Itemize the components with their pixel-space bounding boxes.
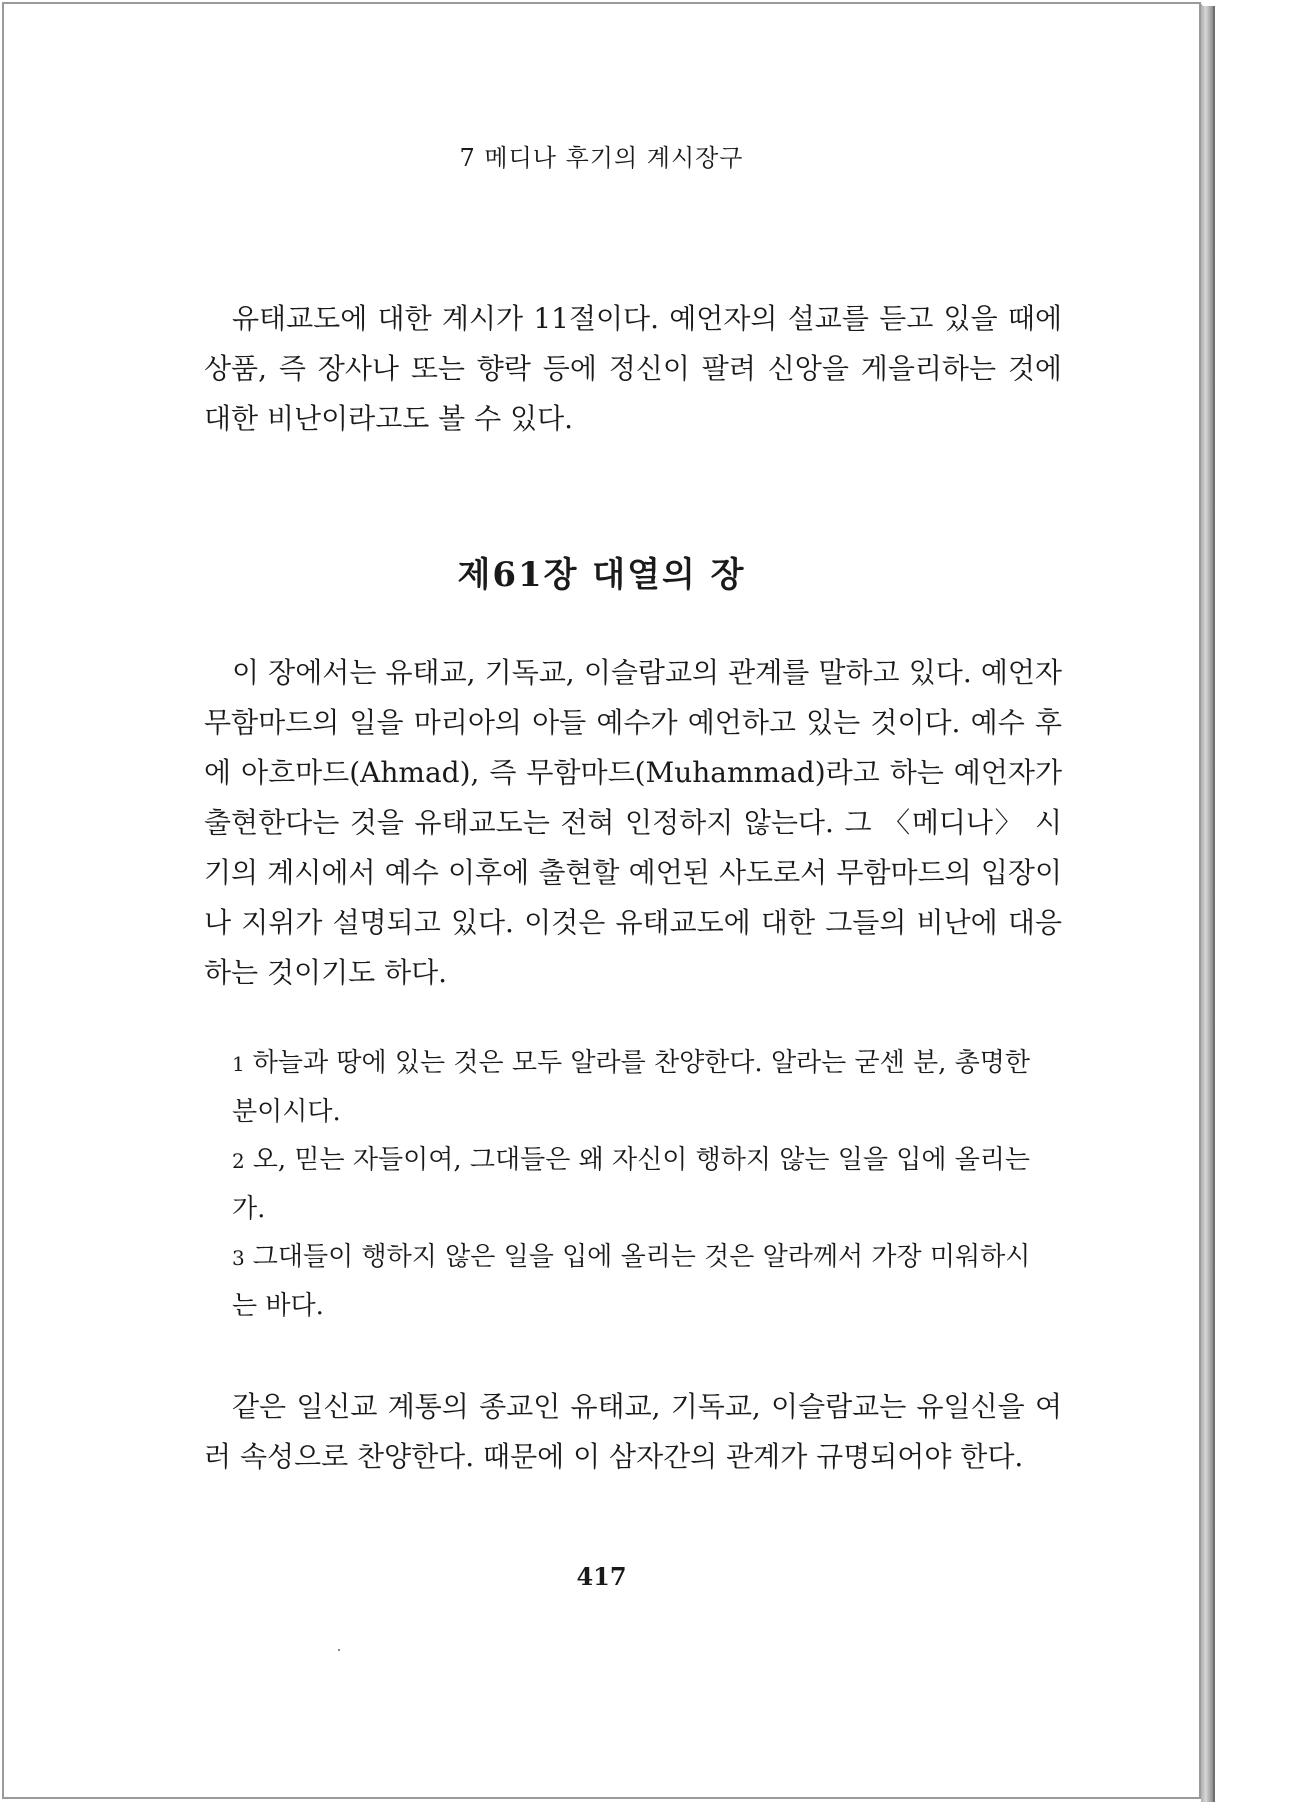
page-edge-shadow: [1201, 6, 1215, 1802]
verse-item: [232, 1233, 1032, 1330]
verse-list: [232, 1039, 1032, 1330]
scan-speck: [338, 1649, 340, 1651]
verse-text: 그대들이 행하지 않은 일을 입에 올리는 것은 알라께서 가장 미워하시는 바다.: [232, 1242, 1031, 1321]
chapter-title: 제61장 대열의 장: [457, 555, 746, 595]
verse-number: 1: [232, 1052, 245, 1076]
running-header: 7 메디나 후기의 계시장구: [459, 144, 744, 172]
closing-paragraph: 같은 일신교 계통의 종교인 유태교, 기독교, 이슬람교는 유일신을 여러 속성으로 찬양한다. 때문에 이 삼자간의 관계가 규명되어야 한다.: [204, 1390, 1062, 1473]
verse-text: 하늘과 땅에 있는 것은 모두 알라를 찬양한다. 알라는 굳센 분, 총명한 분이시다.: [232, 1048, 1031, 1127]
verse-number: 3: [232, 1246, 245, 1270]
book-page: [2, 2, 1201, 1799]
chapter-summary: 이 장에서는 유태교, 기독교, 이슬람교의 관계를 말하고 있다. 예언자 무함마드의 일을 마리아의 아들 예수가 예언하고 있는 것이다. 예수 후에 아흐마드(Ahmad), 즉 무함마드(Muhammad)라고 하는 예언자가 출현한다는 것을 유태교도는 전혀 인정하지 않는다. 그 〈메디나〉 시기의 계시에서 예수 이후에 출현할 예언된 사도로서 무함마드의 입장이나 지위가 설명되고 있다. 이것은 유태교도에 대한 그들의 비난에 대응하는 것이기도 하다.: [204, 656, 1062, 989]
verse-item: [232, 1136, 1032, 1233]
verse-item: [232, 1039, 1032, 1136]
intro-paragraph: 유태교도에 대한 계시가 11절이다. 예언자의 설교를 듣고 있을 때에 상품, 즉 장사나 또는 향락 등에 정신이 팔려 신앙을 게을리하는 것에 대한 비난이라고도 볼 수 있다.: [204, 302, 1062, 435]
verse-number: 2: [232, 1149, 245, 1173]
page-number: 417: [576, 1562, 627, 1591]
verse-text: 오, 믿는 자들이여, 그대들은 왜 자신이 행하지 않는 일을 입에 올리는가.: [232, 1145, 1031, 1224]
